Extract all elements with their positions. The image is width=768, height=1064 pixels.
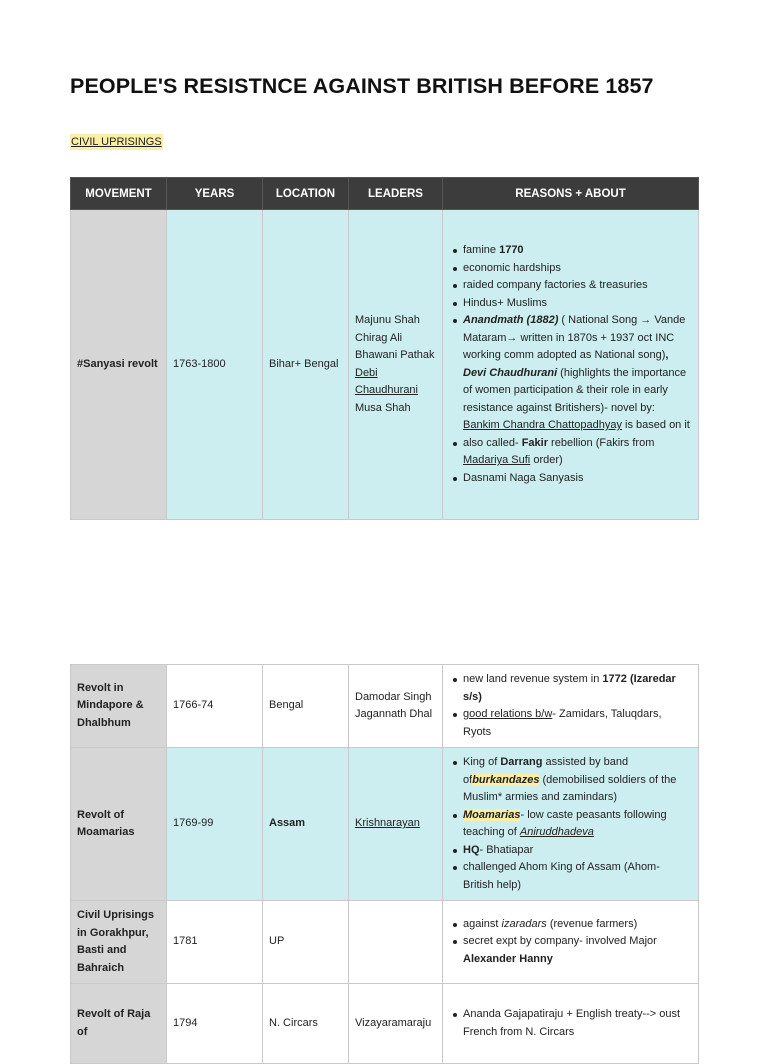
years-cell: 1794 — [167, 984, 263, 1064]
leader-name: Chirag Ali — [355, 331, 403, 344]
table-row — [71, 665, 699, 748]
list-item: Moamarias- low caste peasants following teaching of Aniruddhadeva — [463, 807, 692, 842]
leader-name: Krishnarayan — [355, 817, 420, 830]
list-item: famine 1770 — [463, 242, 692, 260]
leader-name: Debi Chaudhurani — [355, 366, 418, 396]
list-item: new land revenue system in 1772 (Izaredar s/s) — [463, 671, 692, 706]
list-item: challenged Ahom King of Assam (Ahom- British help) — [463, 859, 692, 894]
leaders-cell — [349, 901, 443, 984]
section-label-civil-uprisings: CIVIL UPRISINGS — [71, 136, 162, 148]
list-item: raided company factories & treasuries — [463, 277, 692, 295]
leader-name: Damodar Singh — [355, 690, 432, 703]
leader-name: Jagannath Dhal — [355, 708, 433, 720]
page-title: PEOPLE'S RESISTNCE AGAINST BRITISH BEFORE 1857 — [70, 74, 654, 98]
leader-name: Musa Shah — [355, 401, 411, 414]
list-item: Ananda Gajapatiraju + English treaty--> oust French from N. Circars — [463, 1006, 692, 1041]
header-years: YEARS — [167, 178, 263, 210]
years-cell: 1781 — [167, 901, 263, 984]
leader-name: Bhawani Pathak — [355, 349, 435, 361]
location-cell: Bihar+ Bengal — [263, 210, 349, 520]
list-item: Hindus+ Muslims — [463, 295, 692, 313]
list-item: Anandmath (1882) ( National Song → Vande Mataram→ written in 1870s + 1937 oct INC working comm adopted as National song), Devi Chaudhurani (highlights the importance of women participation & their role in early resistance against Britishers)- novel by: Bankim Chandra Chattopadhyay is based on it — [463, 312, 692, 435]
list-item: Dasnami Naga Sanyasis — [463, 470, 692, 488]
list-item: economic hardships — [463, 260, 692, 278]
movement-cell: Civil Uprisings in Gorakhpur, Basti and Bahraich — [71, 901, 167, 984]
years-cell: 1766-74 — [167, 665, 263, 748]
table-row — [71, 748, 699, 901]
movement-cell: #Sanyasi revolt — [71, 210, 167, 520]
uprisings-table-1 — [70, 177, 699, 520]
list-item: secret expt by company- involved Major Alexander Hanny — [463, 933, 692, 968]
location-cell: N. Circars — [263, 984, 349, 1064]
list-item: also called- Fakir rebellion (Fakirs from Madariya Sufi order) — [463, 435, 692, 470]
header-reasons: REASONS + ABOUT — [443, 178, 699, 210]
movement-cell: Revolt in Mindapore & Dhalbhum — [71, 665, 167, 748]
leaders-cell — [349, 748, 443, 901]
leader-name: Majunu Shah — [355, 314, 420, 326]
list-item: King of Darrang assisted by band ofburkandazes (demobilised soldiers of the Muslim* armies and zamindars) — [463, 754, 692, 807]
movement-cell: Revolt of Raja of — [71, 984, 167, 1064]
list-item: good relations b/w- Zamidars, Taluqdars, Ryots — [463, 706, 692, 741]
years-cell: 1763-1800 — [167, 210, 263, 520]
header-leaders: LEADERS — [349, 178, 443, 210]
years-cell: 1769-99 — [167, 748, 263, 901]
leaders-cell — [349, 210, 443, 520]
uprisings-table-2 — [70, 664, 699, 1064]
movement-cell: Revolt of Moamarias — [71, 748, 167, 901]
reasons-cell — [443, 210, 699, 520]
table-row — [71, 901, 699, 984]
reasons-cell — [443, 665, 699, 748]
leaders-cell — [349, 665, 443, 748]
list-item: against izaradars (revenue farmers) — [463, 916, 692, 934]
reasons-cell — [443, 748, 699, 901]
location-cell: Bengal — [263, 665, 349, 748]
leader-name: Vizayaramaraju — [355, 1016, 432, 1029]
header-movement: MOVEMENT — [71, 178, 167, 210]
reasons-cell — [443, 901, 699, 984]
header-location: LOCATION — [263, 178, 349, 210]
table-row — [71, 210, 699, 520]
table-header-row — [71, 178, 699, 210]
location-cell: UP — [263, 901, 349, 984]
location-cell: Assam — [263, 748, 349, 901]
list-item: HQ- Bhatiapar — [463, 842, 692, 860]
